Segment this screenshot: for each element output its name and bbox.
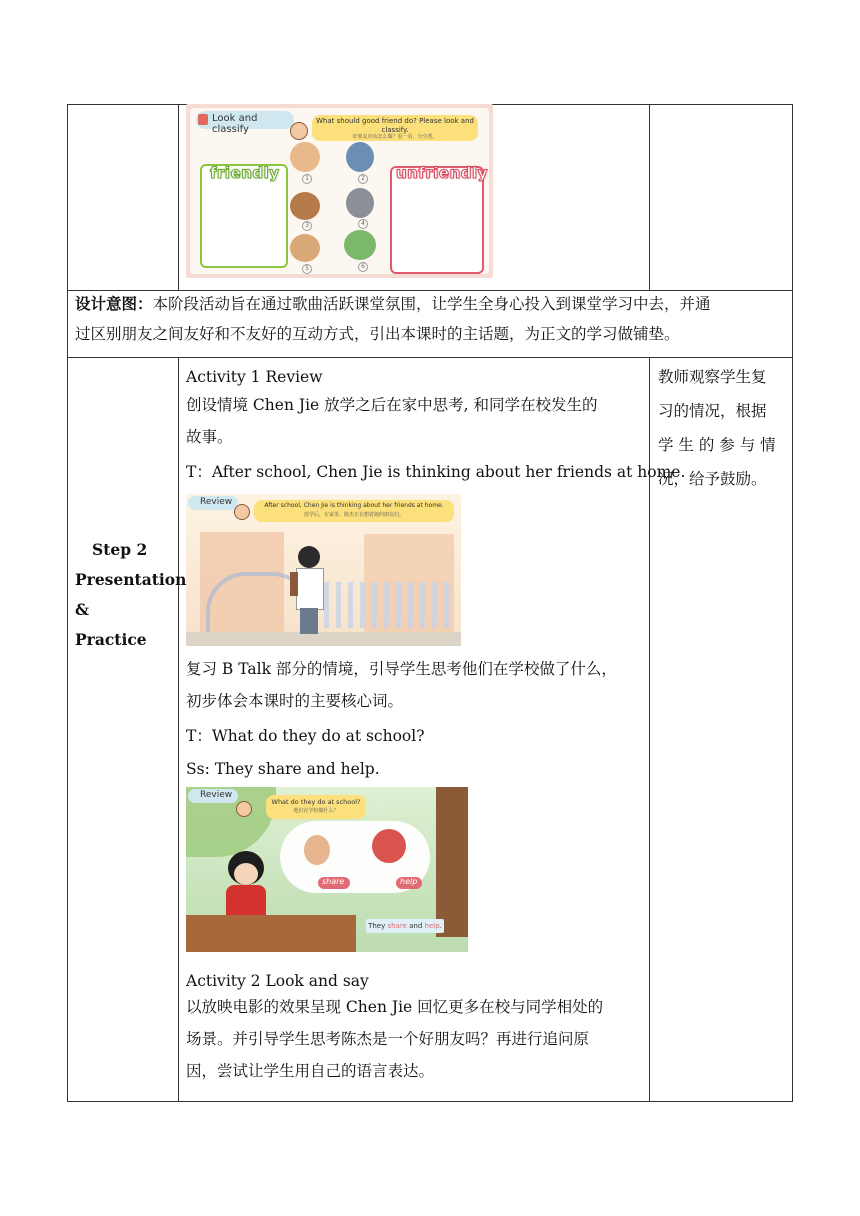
table-border-right [792,104,793,1102]
design-intent-text-1: 本阶段活动旨在通过歌曲活跃课堂氛围，让学生全身心投入到课堂学习中去，并通 [152,295,711,313]
activity-2-title: Activity 2 Look and say [186,972,369,990]
teacher-note-line-1: 教师观察学生复 [658,368,767,386]
teacher-question: T：What do they do at school? [186,727,425,745]
activity-1-cn-line-1: 创设情境 Chen Jie 放学之后在家中思考, 和同学在校发生的 [186,396,598,414]
kids-pair-4-illustration [346,188,374,218]
teacher-avatar-icon [234,504,250,520]
caption-share: share [387,922,407,930]
table-col-divider-a2 [178,357,179,1102]
fence [312,582,452,628]
question-bubble-en: What do they do at school? [271,798,361,806]
activity-2-line-1: 以放映电影的效果呈现 Chen Jie 回忆更多在校与同学相处的 [186,998,604,1016]
teacher-avatar-icon [236,801,252,817]
review-slide-school [186,494,461,646]
table-border-bottom [67,1101,793,1102]
bookshelf [436,787,468,937]
number-2: 2 [358,174,368,184]
book-icon [198,114,208,125]
prompt-en: What should good friend do? Please look and classify. [316,117,474,134]
unfriendly-label: unfriendly [396,164,488,182]
number-6: 6 [358,262,368,272]
kids-pair-5-illustration [290,234,320,262]
kids-pair-1-illustration [290,142,320,172]
chen-jie-thinking-figure [220,851,276,921]
activity-1-cn-line-2: 故事。 [186,428,233,446]
review-slide-share-help [186,787,468,952]
step-label-line-1: Step 2 [92,540,148,559]
look-and-classify-slide [186,104,493,278]
review-header-2-text: Review [200,790,233,800]
review-cn-line-2: 初步体会本课时的主要核心词。 [186,692,404,710]
slide-header [196,111,294,135]
design-intent-label: 设计意图： [75,294,153,313]
students-answer: Ss: They share and help. [186,760,380,778]
review-bubble [254,500,454,522]
table-row-divider-2 [67,357,793,358]
question-bubble [266,795,366,819]
caption-mid: and [406,922,425,930]
activity-2-line-3: 因，尝试让学生用自己的语言表达。 [186,1062,435,1080]
prompt-bubble [312,115,478,141]
unfriendly-box [390,166,484,274]
review-header [188,496,238,510]
prompt-cn: 好朋友应该怎么做？看一看，分分类。 [352,134,438,140]
review-cn-line-1: 复习 B Talk 部分的情境，引导学生思考他们在学校做了什么， [186,660,617,678]
number-3: 3 [302,221,312,231]
kids-pair-2-illustration [346,142,374,172]
activity-1-teacher-line: T：After school, Chen Jie is thinking about her friends at home. [186,463,686,481]
step-label-line-2: Presentation [75,570,187,589]
table-col-divider-b1 [649,104,650,291]
share-tag [318,877,350,889]
design-intent-line-2: 过区别朋友之间友好和不友好的互动方式，引出本课时的主话题，为正文的学习做铺垫。 [75,325,680,343]
slide-header-text: Look and classify [212,113,258,135]
teacher-avatar-icon [290,122,308,140]
activity-2-line-2: 场景。并引导学生思考陈杰是一个好朋友吗？再进行追问原 [186,1030,590,1048]
help-tag-text: help [400,877,418,886]
design-intent-line-1 [75,292,711,316]
step-label-line-4: Practice [75,630,147,649]
review-header-2 [188,789,238,803]
caption-help: help [424,922,440,930]
chen-jie-figure [290,546,330,642]
teacher-note-line-4: 况，给予鼓励。 [658,470,767,488]
kids-pair-3-illustration [290,192,320,220]
review-bubble-en: After school, Chen Jie is thinking about her friends at home. [264,502,444,509]
table-row-divider-1 [67,290,793,291]
number-4: 4 [358,219,368,229]
kids-pair-6-illustration [344,230,376,260]
teacher-note-line-2: 习的情况，根据 [658,402,767,420]
caption-prefix: They [368,922,388,930]
caption-end: . [439,922,442,930]
activity-1-title: Activity 1 Review [186,368,323,386]
number-5: 5 [302,264,312,274]
table-border-left [67,104,68,1102]
friends-sharing-illustration [304,835,330,865]
help-tag [396,877,422,889]
caption-box [366,919,444,933]
teacher-note-line-3: 学 生 的 参 与 情 [658,436,776,454]
question-bubble-cn: 他们在学校做什么？ [293,808,339,814]
review-bubble-cn: 放学后，在家里，陈杰正在想着她的朋友们。 [303,512,404,518]
number-1: 1 [302,174,312,184]
share-tag-text: share [322,877,345,886]
friends-helping-illustration [372,829,406,863]
table-col-divider-a1 [178,104,179,291]
review-header-text: Review [200,497,233,507]
friendly-label: friendly [210,164,280,182]
step-label-line-3: & [75,600,89,619]
